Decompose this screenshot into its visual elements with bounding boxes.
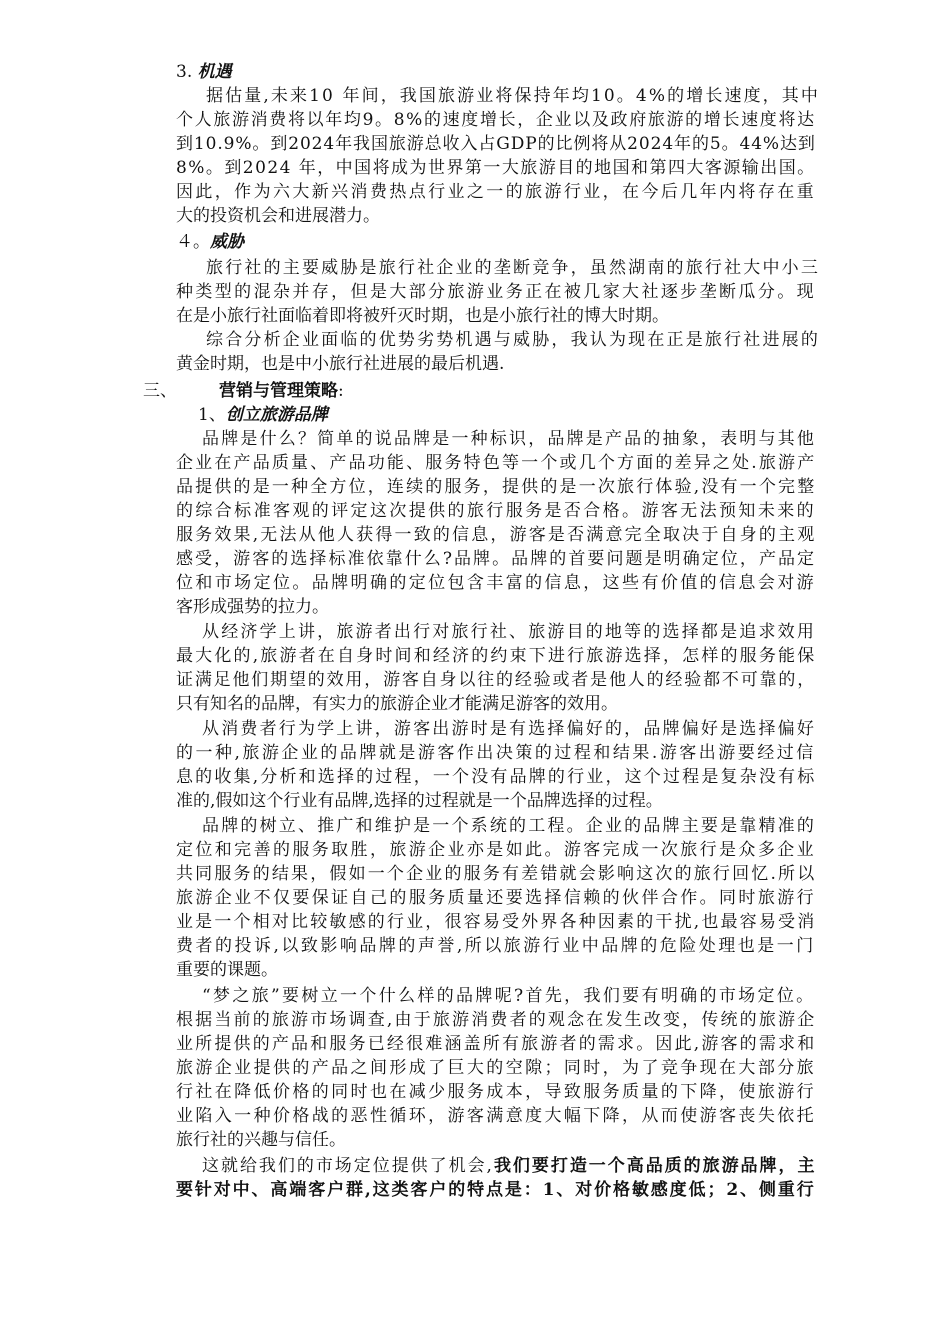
text-line	[176, 180, 816, 204]
text-segment: 机遇	[197, 62, 232, 82]
text-segment: 我们要打造一个高品质的旅游品牌，主	[493, 1156, 817, 1176]
text-segment: 旅游企业提供的产品之间形成了巨大的空隙；同时，为了竞争现在大部分旅	[176, 1058, 817, 1078]
text-line	[202, 984, 815, 1008]
text-segment: 行社在降低价格的同时也在减少服务成本，导致服务质量的下降，使旅游行	[176, 1082, 817, 1102]
text-line	[198, 403, 328, 427]
text-line	[176, 838, 816, 862]
text-segment: 费者的投诉,以致影响品牌的声誉,所以旅游行业中品牌的危险处理也是一门	[176, 936, 816, 956]
text-line	[202, 814, 816, 838]
text-segment: 位和市场定位。品牌明确的定位包含丰富的信息，这些有价值的信息会对游	[176, 573, 817, 593]
text-line	[176, 280, 816, 304]
text-line	[176, 789, 663, 813]
text-line	[176, 230, 244, 254]
text-line	[176, 741, 816, 765]
text-segment: 的一种,旅游企业的品牌就是游客作出决策的过程和结果.游客出游要经过信	[176, 743, 816, 763]
text-line	[176, 108, 816, 132]
text-segment: 从消费者行为学上讲，游客出游时是有选择偏好的，品牌偏好是选择偏好	[202, 719, 817, 739]
text-segment: “梦之旅”要树立一个什么样的品牌呢?首先，我们要有明确的市场定位。	[202, 986, 816, 1006]
text-line	[176, 1032, 816, 1056]
text-segment: 到10.9%。到2024年我国旅游总收入占GDP的比例将从2024年的5。44%达到	[176, 134, 816, 154]
text-segment: 息的收集,分析和选择的过程，一个没有品牌的行业，这个过程是复杂没有标	[176, 767, 817, 787]
text-line	[176, 910, 816, 934]
text-line	[176, 934, 816, 958]
text-segment: 三、	[143, 381, 177, 401]
text-segment: 服务效果,无法从他人获得一致的信息，游客是否满意完全取决于自身的主观	[176, 525, 817, 545]
text-segment: 据估量,未来10 年间，我国旅游业将保持年均10。4%的增长速度，其中	[206, 86, 821, 106]
text-line	[176, 156, 816, 180]
text-line	[143, 379, 344, 403]
text-segment: 根据当前的旅游市场调查,由于旅游消费者的观念在发生改变，传统的旅游企	[176, 1010, 817, 1030]
text-line	[202, 717, 816, 741]
text-segment: 品牌的树立、推广和维护是一个系统的工程。企业的品牌主要是靠精准的	[202, 816, 817, 836]
text-segment: 黄金时期，也是中小旅行社进展的最后机遇.	[176, 354, 505, 374]
text-segment: 感受，游客的选择标准依靠什么?品牌。品牌的首要问题是明确定位，产品定	[176, 549, 817, 569]
text-segment: 综合分析企业面临的优势劣势机遇与威胁，我认为现在正是旅行社进展的	[206, 330, 821, 350]
text-line	[206, 84, 820, 108]
text-line	[176, 595, 329, 619]
text-segment: 共同服务的结果，假如一个企业的服务有差错就会影响这次的旅行回忆.所以	[176, 864, 817, 884]
text-segment: 在是小旅行社面临着即将被歼灭时期，也是小旅行社的博大时期。	[176, 306, 669, 326]
text-line	[176, 523, 816, 547]
text-line	[176, 1008, 816, 1032]
text-line	[206, 328, 820, 352]
text-line	[176, 132, 816, 156]
text-segment: 8%。到2024 年，中国将成为世界第一大旅游目的地国和第四大客源输出国。	[176, 158, 816, 178]
text-segment: 这就给我们的市场定位提供了机会,	[202, 1156, 494, 1176]
text-segment: 品提供的是一种全方位，连续的服务，提供的是一次旅行体验,没有一个完整	[176, 477, 817, 497]
text-segment: 旅游企业不仅要保证自己的服务质量还要选择信赖的伙伴合作。同时旅游行	[176, 888, 817, 908]
text-segment: :	[338, 381, 344, 401]
text-segment: 因此，作为六大新兴消费热点行业之一的旅游行业，在今后几年内将存在重	[176, 182, 817, 202]
text-line	[176, 765, 816, 789]
text-segment: 1、	[198, 405, 226, 425]
text-line	[176, 547, 816, 571]
text-segment: 准的,假如这个行业有品牌,选择的过程就是一个品牌选择的过程。	[176, 791, 663, 811]
text-segment: 威胁	[210, 232, 244, 252]
text-line	[176, 499, 816, 523]
text-segment: 从经济学上讲，旅游者出行对旅行社、旅游目的地等的选择都是追求效用	[202, 622, 817, 642]
text-segment: 业所提供的产品和服务已经很难涵盖所有旅游者的需求。因此,游客的需求和	[176, 1034, 817, 1054]
text-segment: 业是一个相对比较敏感的行业，很容易受外界各种因素的干扰,也最容易受消	[176, 912, 817, 932]
text-segment: 的综合标准客观的评定这次提供的旅行服务是否合格。游客无法预知未来的	[176, 501, 817, 521]
text-line	[176, 1178, 816, 1202]
text-segment: 要针对中、高端客户群,这类客户的特点是：1、对价格敏感度低；2、侧重行	[176, 1180, 816, 1200]
text-line	[202, 427, 816, 451]
text-line	[176, 958, 278, 982]
text-line	[176, 352, 504, 376]
text-segment: 种类型的混杂并存，但是大部分旅游业务正在被几家大社逐步垄断瓜分。现	[176, 282, 817, 302]
text-line	[176, 204, 380, 228]
text-segment: 证满足他们期望的效用，游客自身以往的经验或者是他人的经验都不可靠的，	[176, 670, 817, 690]
text-segment: 最大化的,旅游者在自身时间和经济的约束下进行旅游选择，怎样的服务能保	[176, 646, 817, 666]
text-segment: 大的投资机会和进展潜力。	[176, 206, 380, 226]
text-segment: ４。	[176, 232, 210, 252]
text-line	[202, 1154, 816, 1178]
text-line	[176, 60, 232, 84]
text-line	[176, 304, 669, 328]
text-segment: 3.	[176, 62, 198, 82]
text-line	[176, 668, 816, 692]
text-line	[176, 451, 816, 475]
text-segment: 旅行社的主要威胁是旅行社企业的垄断竞争，虽然湖南的旅行社大中小三	[206, 258, 821, 278]
text-line	[176, 1128, 346, 1152]
text-segment: 旅行社的兴趣与信任。	[176, 1130, 346, 1150]
text-segment: 定位和完善的服务取胜，旅游企业亦是如此。游客完成一次旅行是众多企业	[176, 840, 817, 860]
text-line	[176, 475, 816, 499]
text-line	[176, 862, 816, 886]
text-segment: 只有知名的品牌，有实力的旅游企业才能满足游客的效用。	[176, 694, 618, 714]
text-segment: 客形成强势的拉力。	[176, 597, 329, 617]
text-line	[176, 692, 618, 716]
text-segment: 创立旅游品牌	[225, 405, 328, 425]
text-line	[176, 644, 816, 668]
text-segment: 品牌是什么？简单的说品牌是一种标识，品牌是产品的抽象，表明与其他	[202, 429, 817, 449]
text-line	[176, 886, 816, 910]
text-segment: 企业在产品质量、产品功能、服务特色等一个或几个方面的差异之处.旅游产	[176, 453, 817, 473]
text-line	[202, 620, 816, 644]
text-segment: 个人旅游消费将以年均9。8%的速度增长，企业以及政府旅游的增长速度将达	[176, 110, 816, 130]
text-line	[176, 1056, 816, 1080]
text-line	[176, 1080, 816, 1104]
text-segment: 营销与管理策略	[219, 381, 338, 401]
text-line	[206, 256, 820, 280]
text-line	[176, 571, 816, 595]
text-segment: 业陷入一种价格战的恶性循环，游客满意度大幅下降，从而使游客丧失依托	[176, 1106, 817, 1126]
text-segment: 重要的课题。	[176, 960, 278, 980]
text-line	[176, 1104, 816, 1128]
